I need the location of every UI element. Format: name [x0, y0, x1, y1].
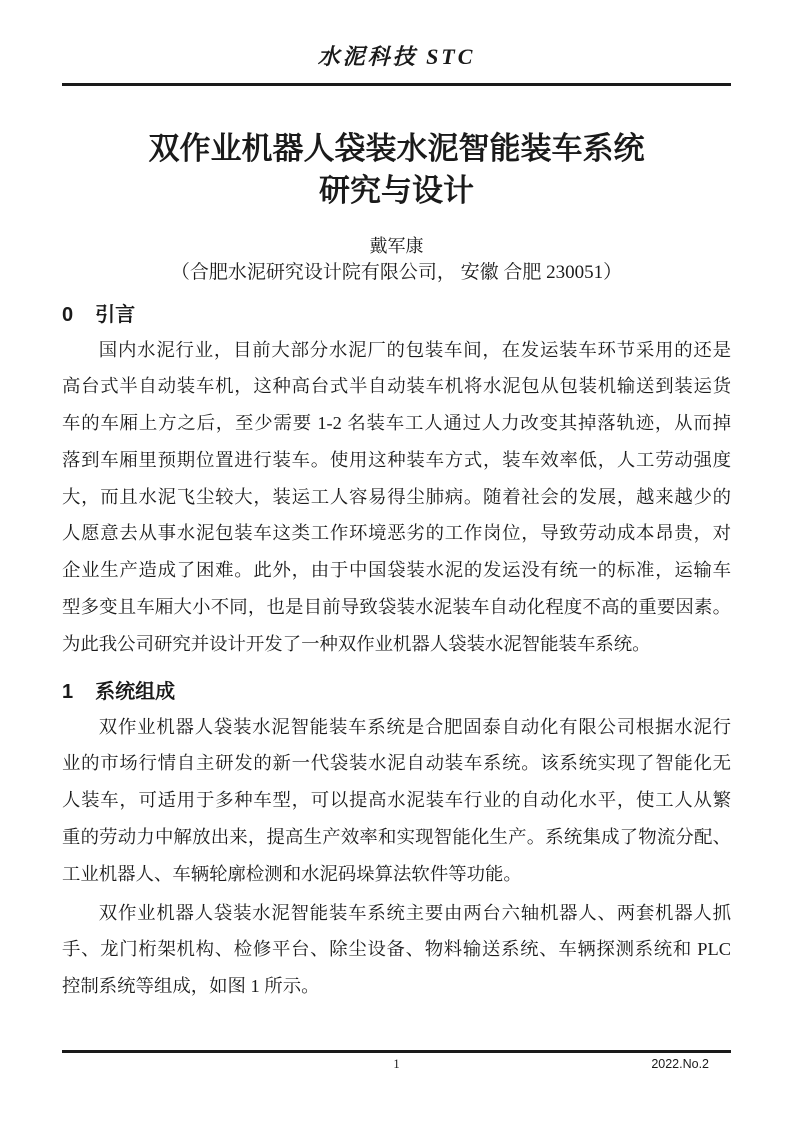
- paper-title-line-1: 双作业机器人袋装水泥智能装车系统: [148, 130, 645, 166]
- body-line: 双作业机器人袋装水泥智能装车系统主要由两台六轴机器人、两套机器人抓: [98, 902, 731, 923]
- section-title: 引言: [95, 303, 136, 326]
- body-line: 手、龙门桁架机构、检修平台、除尘设备、物料输送系统、车辆探测系统和 PLC: [62, 939, 731, 960]
- body-line: 大，而且水泥飞尘较大，装运工人容易得尘肺病。随着社会的发展，越来越少的: [62, 486, 731, 507]
- sections-container: [62, 301, 731, 1006]
- paper-title-line-2: 研究与设计: [319, 172, 474, 208]
- author-affiliation: （合肥水泥研究设计院有限公司， 安徽 合肥 230051）: [170, 261, 623, 283]
- section-number: 0: [62, 303, 74, 326]
- paper-title: [62, 128, 731, 212]
- body-line: 双作业机器人袋装水泥智能装车系统是合肥固泰自动化有限公司根据水泥行: [98, 716, 731, 737]
- footer-row: [62, 1053, 731, 1075]
- body-line: 人装车，可适用于多种车型，可以提高水泥装车行业的自动化水平，使工人从繁: [62, 790, 731, 811]
- paragraph-0-0: [62, 332, 731, 663]
- body-line: 人愿意去从事水泥包装车这类工作环境恶劣的工作岗位，导致劳动成本昂贵，对: [62, 523, 731, 544]
- body-line: 型多变且车厢大小不同，也是目前导致袋装水泥装车自动化程度不高的重要因素。: [62, 597, 731, 618]
- body-line: 重的劳动力中解放出来，提高生产效率和实现智能化生产。系统集成了物流分配、: [62, 827, 731, 848]
- paragraph-1-1: [62, 895, 731, 1005]
- body-line: 控制系统等组成，如图 1 所示。: [62, 976, 320, 997]
- body-line: 业的市场行情自主研发的新一代袋装水泥自动装车系统。该系统实现了智能化无: [62, 753, 731, 774]
- body-line: 工业机器人、车辆轮廓检测和水泥码垛算法软件等功能。: [62, 863, 522, 884]
- section-heading-0: [62, 301, 731, 329]
- page-footer: [62, 1050, 731, 1075]
- body-line: 为此我公司研究并设计开发了一种双作业机器人袋装水泥智能装车系统。: [62, 633, 651, 654]
- header-rule: [62, 83, 731, 86]
- issue-label: 2022.No.2: [651, 1056, 709, 1071]
- body-line: 企业生产造成了困难。此外，由于中国袋装水泥的发运没有统一的标准，运输车: [62, 560, 731, 581]
- body-line: 高台式半自动装车机，这种高台式半自动装车机将水泥包从包装机输送到装运货: [62, 376, 731, 397]
- body-line: 车的车厢上方之后，至少需要 1-2 名装车工人通过人力改变其掉落轨迹，从而掉: [62, 413, 731, 434]
- section-number: 1: [62, 680, 74, 703]
- journal-title: 水泥科技 STC: [317, 44, 476, 69]
- section-title: 系统组成: [95, 680, 176, 703]
- section-heading-1: [62, 678, 731, 706]
- paragraph-1-0: [62, 709, 731, 893]
- page-number: 1: [393, 1056, 400, 1071]
- body-line: 国内水泥行业，目前大部分水泥厂的包装车间，在发运装车环节采用的还是: [98, 339, 731, 360]
- body-line: 落到车厢里预期位置进行装车。使用这种装车方式，装车效率低，人工劳动强度: [62, 449, 731, 470]
- author-name: 戴军康: [369, 235, 424, 256]
